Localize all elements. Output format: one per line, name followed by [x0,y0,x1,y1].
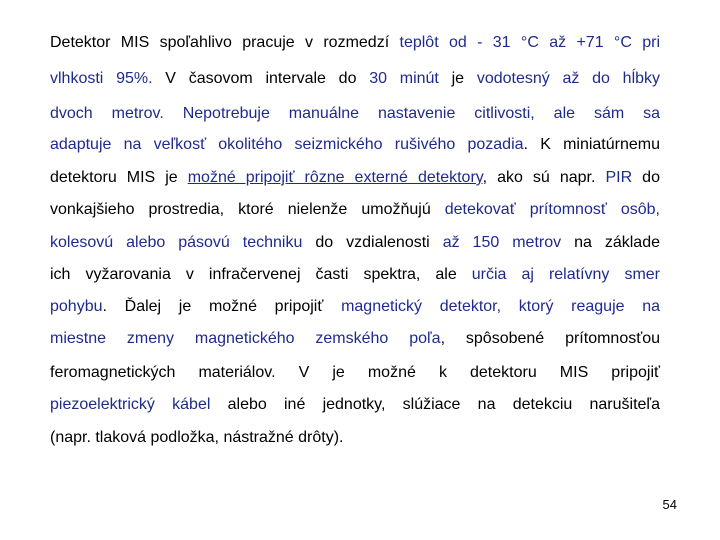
text-segment: do [632,169,660,186]
text-segment: na základe [561,234,661,251]
highlighted-text: piezoelektrický kábel [50,396,211,413]
text-line [50,395,660,415]
highlighted-text: vlhkosti 95%. [50,70,166,87]
text-segment: vonkajšieho prostredia, ktoré nielenže umožňujú [50,201,445,218]
text-line [50,428,660,448]
text-line [50,233,660,253]
text-segment: V časovom intervale do [165,70,370,87]
text-line [50,297,660,317]
highlighted-text: kolesovú alebo pásovú techniku [50,234,303,251]
highlighted-text: určia aj relatívny smer [471,266,660,283]
text-line [50,329,660,349]
text-segment: alebo iné jednotky, slúžiace na detekciu narušiteľa [210,396,660,413]
text-segment: , ako sú napr. [482,169,606,186]
highlighted-text: teplôt od - 31 °C až +71 °C pri [399,34,661,51]
text-segment: (napr. tlaková podložka, nástražné drôty). [50,429,344,446]
text-segment: , spôsobené prítomnosťou [440,330,661,347]
highlighted-text: miestne zmeny magnetického zemského poľa [50,330,441,347]
text-line [50,69,660,89]
highlighted-text: vodotesný až do hĺbky [476,70,661,87]
text-segment: je [438,70,477,87]
text-line [50,363,660,383]
highlighted-text: až 150 metrov [442,234,562,251]
highlighted-text: 30 minút [369,70,439,87]
text-segment: detektoru MIS je [50,169,188,186]
highlighted-text: adaptuje na veľkosť okolitého seizmického rušivého pozadia [50,136,524,153]
text-segment: feromagnetických materiálov. V je možné k detektoru MIS pripojiť [50,364,660,381]
text-segment: do vzdialenosti [302,234,443,251]
text-segment: Detektor MIS spoľahlivo pracuje v rozmedzí [50,34,400,51]
text-segment: . K miniatúrnemu [523,136,661,153]
text-line [50,104,660,124]
text-line [50,135,660,155]
text-line [50,265,660,285]
highlighted-text: detekovať prítomnosť osôb, [444,201,661,218]
underlined-text: možné pripojiť rôzne externé detektory [187,169,483,186]
text-line [50,200,660,220]
highlighted-text: dvoch metrov. Nepotrebuje manuálne nastavenie citlivosti, ale sám sa [50,105,660,122]
text-line [50,33,660,53]
highlighted-text: PIR [605,169,633,186]
highlighted-text: magnetický detektor, ktorý reaguje na [341,298,661,315]
page-number: 54 [662,497,677,512]
text-segment: . Ďalej je možné pripojiť [102,298,342,315]
highlighted-text: pohybu [50,298,103,315]
text-segment: ich vyžarovania v infračervenej časti spektra, ale [50,266,472,283]
text-line [50,168,660,188]
